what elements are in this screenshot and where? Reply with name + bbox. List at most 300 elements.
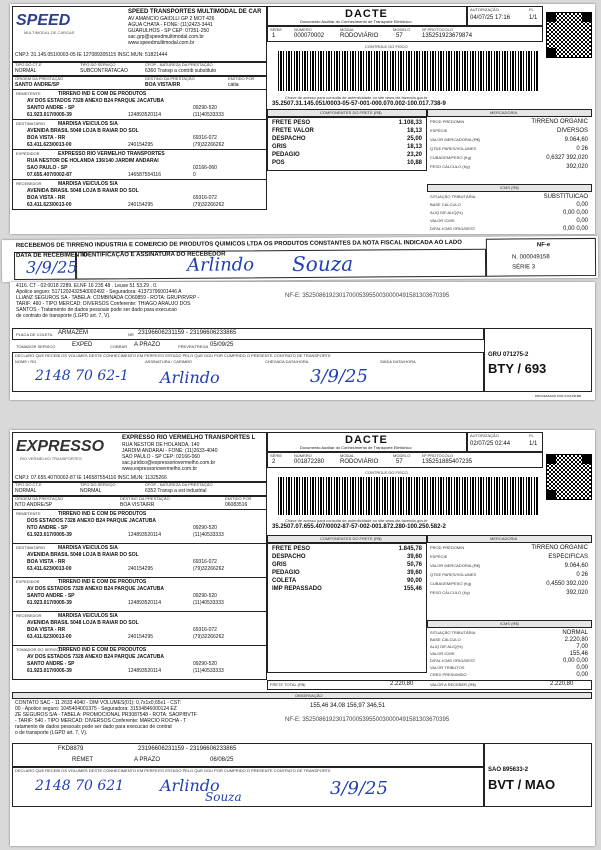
row-value: 392,020 xyxy=(566,164,588,170)
party-ie: 124893520114 xyxy=(128,532,161,538)
handwritten-arrival-date: 3/9/25 xyxy=(310,366,368,387)
destino-value: BOA VISTA/RR xyxy=(145,82,181,88)
access-key-barcode-2 xyxy=(278,477,538,515)
row-value: TIRRENO ORGANIC xyxy=(531,119,588,125)
row-label: PESO CÁLCULO (Kg) xyxy=(430,164,470,169)
dacte-sheet-expresso xyxy=(10,430,595,846)
icms-row xyxy=(430,226,588,234)
row-value: DIVERSOS xyxy=(556,128,588,134)
receipt-sign-label: IDENTIFICAÇÃO E ASSINATURA DO RECEBEDOR xyxy=(81,251,226,259)
modal-label: MODAL xyxy=(340,27,355,32)
company-address-2: AGUA CHATA - FONE: (11)2423-3441 xyxy=(128,22,213,28)
nr-label: NR xyxy=(128,332,134,337)
tipo-serv-value: SUBCONTRATACAO xyxy=(80,68,128,74)
party-block xyxy=(12,150,267,180)
components-row xyxy=(272,546,422,554)
icms-row xyxy=(430,218,588,226)
components-row xyxy=(272,570,422,578)
row-label: POS xyxy=(272,160,285,166)
authorization-label: AUTORIZAÇÃO xyxy=(470,7,499,12)
tributos-values: 155,46 34,08 156,97 346,51 xyxy=(310,703,386,709)
company-logo-sub-2: RIO VERMELHO TRANSPORTES xyxy=(20,456,82,461)
company-logo-sub: MULTIMODAL DE CARGAS xyxy=(24,30,75,35)
merc-list-2 xyxy=(430,545,588,599)
row-value: 39,60 xyxy=(406,554,422,560)
icms-row xyxy=(430,665,588,672)
merc-row xyxy=(430,590,588,599)
party-cep: 09290-520 xyxy=(193,105,217,111)
row-value: 0,00 xyxy=(576,665,588,671)
party-municipio: NTO ANDRE - SP xyxy=(27,525,68,531)
company-email: sac.grp@speedmultimodal.com.br xyxy=(128,34,204,40)
placa-value: ARMAZEM xyxy=(58,330,88,336)
icms-title-2: ICMS (R$) xyxy=(500,621,519,626)
party-role: EXPEDIDOR xyxy=(16,579,40,584)
company-logo-2: EXPRESSO xyxy=(16,438,105,455)
party-name: MARDISA VEICULOS S/A xyxy=(58,613,118,619)
access-key-note-2: Chave de acesso para consulta de autenticidade no site www.cte.fazenda.gov.br xyxy=(285,518,428,523)
row-label: PEDAGIO xyxy=(272,570,300,576)
cfop-value-2: 6352 Transp a est industrial xyxy=(145,488,207,494)
numero-value: 000070002 xyxy=(294,33,325,39)
prev-value: 05/09/25 xyxy=(210,342,234,348)
party-name: MARDISA VEICULOS S/A xyxy=(58,545,118,551)
row-value: 0,00 0,00 xyxy=(562,658,588,664)
row-label: SITUAÇÃO TRIBUTÁRIA xyxy=(430,194,476,199)
obs-nfe-key: NF-E: 35250861923017000539550030000491581303670395 xyxy=(285,293,450,299)
party-ie: 124893520114 xyxy=(128,668,161,674)
dacte-title-2: DACTE xyxy=(345,434,388,446)
emit-value: catia xyxy=(228,82,239,88)
receber-label: VALOR A RECEBER (R$) xyxy=(430,682,476,687)
cobrar-label: COBRAR xyxy=(110,344,128,349)
receipt-nfe-number: N. 000049158 xyxy=(511,254,550,261)
party-municipio: BOA VISTA - RR xyxy=(27,627,66,633)
processado-by: PROCESSADO POR SYM.INF.BR xyxy=(535,394,582,398)
handwritten-name-2: Souza xyxy=(205,790,242,804)
row-value: 0,00 xyxy=(576,202,588,208)
numero-label: NÚMERO xyxy=(294,27,312,32)
party-ie: 240154295 xyxy=(128,566,154,572)
party-ie: 124893520114 xyxy=(128,112,161,118)
modelo-value: 57 xyxy=(396,33,403,39)
party-municipio: SAO PAULO - SP xyxy=(27,165,68,171)
party-role: RECEBEDOR xyxy=(16,181,42,186)
party-role: DESTINATÁRIO xyxy=(16,121,46,126)
party-name: MARDISA VEICULOS S/A xyxy=(58,121,118,127)
party-cep: 69316-072 xyxy=(193,135,217,141)
saida-label: SAÍDA DATA/HORA xyxy=(380,359,416,364)
components-row xyxy=(272,562,422,570)
chegada-label: CHEGADA DATA/HORA xyxy=(265,359,309,364)
party-name: MARDISA VEICULOS S/A xyxy=(58,181,118,187)
authorization-value-2: 02/07/25 02:44 xyxy=(470,441,511,447)
party-cep: 09290-520 xyxy=(193,593,217,599)
icms-row xyxy=(430,630,588,637)
row-value: 0 26 xyxy=(576,146,588,152)
protocolo-value: 135251923679874 xyxy=(422,33,473,39)
handwritten-arrival-date-2: 3/9/25 xyxy=(330,778,388,799)
observation-line: Apolice seguro: 5171202432540002492 - Seguradora: 41373796001446 A xyxy=(16,289,182,295)
sao-code: SAO 895633-2 xyxy=(488,767,529,773)
row-label: PROD PREDOMIN xyxy=(430,119,465,124)
row-value: 23,20 xyxy=(406,152,422,158)
row-value: 1.845,78 xyxy=(398,546,422,552)
tipo-cte-value-2: NORMAL xyxy=(15,488,37,494)
receber-value: 2.220,80 xyxy=(550,681,574,687)
merc-row xyxy=(430,581,588,590)
components-row xyxy=(272,136,422,144)
party-name: TIRRENO IND E COM DE PRODUTOS xyxy=(58,511,147,517)
party-address: AVENIDA BRASIL 5048 LOJA B RAIAR DO SOL xyxy=(27,552,139,558)
dacte-title: DACTE xyxy=(345,8,388,20)
icms-list xyxy=(430,194,588,234)
party-cep: 69316-072 xyxy=(193,627,217,633)
company-site: www.speedmultimodal.com.br xyxy=(128,40,195,46)
observation-line: ratamento de dados pessoais pode ser dado para execucao de contrat xyxy=(15,724,172,730)
components-title: COMPONENTES DO FRETE (R$) xyxy=(320,110,382,115)
party-name: EXPRESSO RIO VERMELHO TRANSPORTES xyxy=(58,151,165,157)
handwritten-rg: 2148 70 62-1 xyxy=(35,368,129,384)
cobrar-value-2: A PRAZO xyxy=(134,757,161,763)
handwritten-date: 3/9/25 xyxy=(25,257,78,277)
declaro-text: DECLARO QUE RECEBI OS VOLUMES DESTE CONHECIMENTO EM PERFEITO ESTADO PELO QUE DOU POR CUMPRIDO O PRESENTE CONTRATO DE TRANSPORTE xyxy=(15,353,331,358)
row-value: 9.064,60 xyxy=(564,563,588,569)
nome-rg-label: NOME / RG xyxy=(15,359,37,364)
row-label: ESPÉCIE xyxy=(430,554,448,559)
access-key-barcode xyxy=(278,51,538,91)
row-value: 50,76 xyxy=(406,562,422,568)
merc-row xyxy=(430,128,588,137)
cfop-value: 6360 Transp a contrib substituto xyxy=(145,68,217,74)
company-site-2: www.expressoriovermelho.com.br xyxy=(122,466,198,472)
merc-row xyxy=(430,545,588,554)
merc-row xyxy=(430,572,588,581)
icms-row xyxy=(430,644,588,651)
party-address: AV DOS ESTADOS 7328 ANEXO B24 PARQUE JACATUBA xyxy=(27,654,164,660)
icms-row xyxy=(430,651,588,658)
row-label: COLETA xyxy=(272,578,297,584)
row-label: ALIQ DIF.ALIQ(%) xyxy=(430,644,463,649)
serie-label-2: SÉRIE xyxy=(270,453,283,458)
row-value: NORMAL xyxy=(562,630,588,636)
company-address-2-2: JARDIM ANDARAI - FONE: (11)2633-4040 xyxy=(122,448,218,454)
observation-line: TARIF: 460 - TIPO MERCAD: DIVERSOS Conferente: THIAGO ARAUJO DOS xyxy=(16,301,191,307)
tomador-value-2: REMET xyxy=(72,757,93,763)
party-address: AV DOS ESTADOS 7328 ANEXO B24 PARQUE JACATUBA xyxy=(27,98,164,104)
row-value: 90,00 xyxy=(406,578,422,584)
party-address: AVENIDA BRASIL 5048 LOJA B RAIAR DO SOL xyxy=(27,128,139,134)
components-row xyxy=(272,586,422,594)
party-role: EXPEDIDOR xyxy=(16,151,40,156)
row-label: FRETE PESO xyxy=(272,546,311,552)
row-label: CRED PRESUMIDO xyxy=(430,672,467,677)
party-municipio: BOA VISTA - RR xyxy=(27,195,66,201)
protocolo-value-2: 135251885407235 xyxy=(422,459,473,465)
numero-label-2: NÚMERO xyxy=(294,453,312,458)
company-address-2-3: SAO PAULO - SP CEP: 02166-060 xyxy=(122,454,200,460)
party-role: DESTINATÁRIO xyxy=(16,545,46,550)
modal-value: RODOVIÁRIO xyxy=(340,33,379,39)
party-name: TIRRENO IND E COM DE PRODUTOS xyxy=(58,647,147,653)
merc-row xyxy=(430,164,588,173)
tipo-serv-label-2: TIPO DO SERVIÇO xyxy=(80,482,116,487)
party-name: TIRRENO IND E COM DE PRODUTOS xyxy=(58,579,147,585)
placa-value-2: FKD8879 xyxy=(58,746,84,752)
receipt-nfe-label: NF-e xyxy=(536,242,551,249)
protocolo-label: Nº PROTOCOLO xyxy=(422,27,453,32)
row-value: TIRRENO ORGANIC xyxy=(531,545,588,551)
party-cep: 69316-072 xyxy=(193,195,217,201)
company-email-2: sac.juridico@expressoriovermelho.com.br xyxy=(122,460,216,466)
nr-value: 23196606231159 - 23196606233865 xyxy=(138,330,237,336)
qr-code xyxy=(546,12,592,58)
party-ie: 146587554116 xyxy=(128,172,161,178)
tipo-row xyxy=(12,62,267,76)
prev-value-2: 06/08/25 xyxy=(210,757,234,763)
company-address-2-1: RUA NESTOR DE HOLANDA, 140 xyxy=(122,442,200,448)
frete-total-label: FRETE TOTAL (R$) xyxy=(270,682,306,687)
row-value: 18,13 xyxy=(406,128,422,134)
observations-2 xyxy=(15,700,275,736)
party-cep: 09290-520 xyxy=(193,525,217,531)
access-key: 35.2507.31.145.051/0003-05-57-001-000.070.002-100.017.738-9 xyxy=(272,101,446,107)
party-cnpj: 63.411.623/0013-00 xyxy=(27,142,72,148)
party-block xyxy=(12,578,267,612)
components-title-2: COMPONENTES DO FRETE (R$) xyxy=(320,536,382,541)
cfop-label: CFOP - NATUREZA DA PRESTAÇÃO xyxy=(145,62,213,67)
party-cep: 09290-520 xyxy=(193,661,217,667)
company-name: SPEED TRANSPORTES MULTIMODAL DE CAR xyxy=(128,9,262,15)
merc-row xyxy=(430,554,588,563)
prev-label: PREVENTREGA xyxy=(178,344,209,349)
row-label: CUBAGEM/PESO (Kg) xyxy=(430,155,472,160)
company-address-1: AV AMANCIO GAIOLLI GP 2 MOT 426 xyxy=(128,16,215,22)
party-cnpj: 61.923.017/0005-39 xyxy=(27,112,72,118)
access-key-note: Chave de acesso para consulta de autenticidade no site www.cte.fazenda.gov.br xyxy=(285,95,428,100)
row-value: SUBSTITUICAO xyxy=(543,194,588,200)
receipt-header: RECEBEMOS DE TIRRENO INDUSTRIA E COMERCIO DE PRODUTOS QUIMICOS LTDA OS PRODUTOS CONSTANTES DA NOTA FISCAL INDICADA AO LADO xyxy=(15,239,462,249)
party-cnpj: 07.655.407/0002-87 xyxy=(27,172,72,178)
merc-title: MERCADORIA xyxy=(490,110,518,115)
row-value: 0,00 0,00 xyxy=(562,210,588,216)
party-cnpj: 63.411.623/0013-00 xyxy=(27,202,72,208)
merc-row xyxy=(430,563,588,572)
party-fone: (11)40533333 xyxy=(193,600,224,606)
row-value: 18,13 xyxy=(406,144,422,150)
merc-row xyxy=(430,119,588,128)
party-role: REMETENTE xyxy=(16,511,41,516)
numero-value-2: 001872280 xyxy=(294,459,325,465)
modal-value-2: RODOVIÁRIO xyxy=(340,459,379,465)
company-name-2: EXPRESSO RIO VERMELHO TRANSPORTES L xyxy=(122,435,256,441)
row-label: GRIS xyxy=(272,144,287,150)
icms-title: ICMS (R$) xyxy=(500,185,519,190)
row-value: 39,60 xyxy=(406,570,422,576)
authorization-value: 04/07/25 17:16 xyxy=(470,15,511,21)
modelo-value-2: 57 xyxy=(396,459,403,465)
observations xyxy=(16,283,286,319)
row-label: VALOR ICMS xyxy=(430,651,455,656)
emit-label-2: EMITIDO POR xyxy=(225,496,252,501)
row-value: 9.064,60 xyxy=(564,137,588,143)
fl-value: 1/1 xyxy=(529,15,538,21)
tipo-row-2 xyxy=(12,482,267,496)
merc-list xyxy=(430,119,588,173)
handwritten-rg-2: 2148 70 621 xyxy=(35,778,125,794)
sao-box xyxy=(484,743,592,807)
row-label: CUBAGEM/PESO (Kg) xyxy=(430,581,472,586)
row-label: BASE CÁLCULO xyxy=(430,202,461,207)
destino-value-2: BOA VISTA/RR xyxy=(120,502,155,508)
party-ie: 124893520114 xyxy=(128,600,161,606)
party-fone: (79)32266262 xyxy=(193,142,225,148)
party-fone: (11)40533333 xyxy=(193,532,224,538)
party-fone: (11)40533333 xyxy=(193,112,224,118)
tomador-label: TOMADOR SERVICO xyxy=(16,344,56,349)
party-municipio: SANTO ANDRE - SP xyxy=(27,105,75,111)
party-cep: 02166-060 xyxy=(193,165,217,171)
dacte-subtitle: Documento Auxiliar do Conhecimento de Transporte Eletrônico xyxy=(300,19,412,24)
observation-line: de contrato de transporte (LGPD art. 7, V). xyxy=(16,313,111,319)
origem-value: SANTO ANDRE/SP xyxy=(15,82,60,88)
party-fone: (79)32266262 xyxy=(193,202,225,208)
company-logo: SPEED xyxy=(16,12,71,29)
fl-label: FL xyxy=(529,7,534,12)
tipo-cte-value: NORMAL xyxy=(15,68,37,74)
modelo-label-2: MODELO xyxy=(393,453,411,458)
row-label: DIFAL ICMS ORIG/DEST xyxy=(430,658,476,663)
row-label: FRETE PESO xyxy=(272,120,311,126)
observation-line: o de transporte (LGPD art. 7, V). xyxy=(15,730,88,736)
components-list xyxy=(272,120,422,168)
receipt-nfe-serie: SÉRIE 3 xyxy=(512,264,536,271)
assinatura-label: ASSINATURA / CARIMBO xyxy=(145,359,193,364)
party-municipio: BOA VISTA - RR xyxy=(27,559,66,565)
row-label: FRETE VALOR xyxy=(272,128,314,134)
row-value: 392,020 xyxy=(566,590,588,596)
party-name: TIRRENO IND E COM DE PRODUTOS xyxy=(58,91,147,97)
controle-fisco-label: CONTROLE DO FISCO xyxy=(365,44,408,49)
emit-label: EMITIDO POR xyxy=(228,76,255,81)
icms-row xyxy=(430,202,588,210)
destino-label: DESTINO DA PRESTAÇÃO xyxy=(145,76,195,81)
party-block xyxy=(12,646,267,680)
protocolo-label-2: Nº PROTOCOLO xyxy=(422,453,453,458)
obs-label: OBSERVAÇÃO xyxy=(295,693,323,698)
tomador-value: EXPED xyxy=(72,342,93,348)
party-address: DOS ESTADOS 7328 ANEXO B24 PARQUE JACATUBA xyxy=(27,518,157,524)
company-address-3: GUARULHOS - SP CEP: 07251-250 xyxy=(128,28,210,34)
obs-nfe-key-2: NF-E: 35250861923017000539550030000491581303670395 xyxy=(285,717,450,723)
row-label: QTDE PARES/VOLUMES xyxy=(430,146,477,151)
serie-value: 1 xyxy=(272,33,276,39)
party-address: AVENIDA BRASIL 5048 LOJA B RAIAR DO SOL xyxy=(27,620,139,626)
row-label: BASE CÁLCULO xyxy=(430,637,461,642)
row-label: VALOR MERCADORIA (R$) xyxy=(430,563,481,568)
row-value: 0,00 xyxy=(576,218,588,224)
components-row xyxy=(272,144,422,152)
merc-row xyxy=(430,146,588,155)
party-cnpj: 61.923.017/0005-39 xyxy=(27,600,72,606)
party-ie: 240154295 xyxy=(128,202,154,208)
gru-code: GRU 071275-2 xyxy=(488,352,529,358)
parties-column xyxy=(12,90,267,210)
observation-line: SANTOS - Tratamento de dados pessoais pode ser dado para execucao xyxy=(16,307,177,313)
components-row xyxy=(272,578,422,586)
merc-row xyxy=(430,155,588,164)
row-label: ESPÉCIE xyxy=(430,128,448,133)
party-fone: (79)32266262 xyxy=(193,566,225,572)
row-label: DESPACHO xyxy=(272,136,306,142)
row-label: DESPACHO xyxy=(272,554,306,560)
components-row xyxy=(272,128,422,136)
cobrar-value: A PRAZO xyxy=(134,342,161,348)
icms-row xyxy=(430,658,588,665)
row-value: 0,6327 392,020 xyxy=(546,155,588,161)
icms-row xyxy=(430,194,588,202)
party-municipio: SANTO ANDRE - SP xyxy=(27,661,75,667)
merc-title-2: MERCADORIA xyxy=(490,536,518,541)
destino-label-2: DESTINO DA PRESTAÇÃO xyxy=(120,496,170,501)
party-cnpj: 61.923.017/0005-39 xyxy=(27,668,72,674)
row-label: ALIQ DIF.ALIQ(%) xyxy=(430,210,463,215)
party-block xyxy=(12,510,267,544)
emit-value-2: 06083516 xyxy=(225,502,248,508)
party-fone: (11)40533333 xyxy=(193,668,224,674)
modal-label-2: MODAL xyxy=(340,453,355,458)
merc-row xyxy=(430,137,588,146)
tipo-serv-label: TIPO DO SERVIÇO xyxy=(80,62,116,67)
origem-label-2: ORIGEM DA PRESTAÇÃO xyxy=(15,496,64,501)
row-value: 1.108,33 xyxy=(398,120,422,126)
controle-fisco-label-2: CONTROLE DO FISCO xyxy=(365,470,408,475)
receipt-date-label: DATA DE RECEBIMENTO xyxy=(15,252,88,259)
row-label: VALOR MERCADORIA (R$) xyxy=(430,137,481,142)
handwritten-signature-3: Arlindo xyxy=(160,776,220,795)
row-label: GRIS xyxy=(272,562,287,568)
fl-value-2: 1/1 xyxy=(529,441,538,447)
cfop-label-2: CFOP - NATUREZA DA PRESTAÇÃO xyxy=(145,482,213,487)
party-block xyxy=(12,612,267,646)
party-address: RUA NESTOR DE HOLANDA 136/140 JARDIM ANDARAI xyxy=(27,158,159,164)
handwritten-name: Souza xyxy=(291,251,354,277)
nr-value-2: 23196606231159 - 23196606233865 xyxy=(138,746,237,752)
row-value: 155,46 xyxy=(569,651,588,657)
dacte-subtitle-2: Documento Auxiliar do Conhecimento de Transporte Eletrônico xyxy=(300,445,412,450)
row-label: SITUAÇÃO TRIBUTÁRIA xyxy=(430,630,476,635)
company-cnpj-2: CNPJ: 07.655.407/0002-87 IE 146587554116 INSC.MUN: 11325266 xyxy=(15,475,167,481)
serie-label: SÉRIE xyxy=(270,27,283,32)
company-cnpj: CNPJ: 31.145.051/0003-05 IE 127089305115 INSC.MUN: 51821444 xyxy=(15,52,168,58)
party-block xyxy=(12,90,267,120)
dacte-sheet-speed xyxy=(10,4,595,234)
party-cep: 69316-072 xyxy=(193,559,217,565)
row-label: PESO CÁLCULO (Kg) xyxy=(430,590,470,595)
bvt-code: BVT / MAO xyxy=(488,777,556,792)
tipo-cte-label-2: TIPO DO CT-E xyxy=(15,482,42,487)
icms-row xyxy=(430,210,588,218)
party-ie: 240154295 xyxy=(128,142,154,148)
origem-label: ORIGEM DA PRESTAÇÃO xyxy=(15,76,64,81)
row-label: VALOR TRIBUTOS xyxy=(430,665,465,670)
components-list-2 xyxy=(272,546,422,594)
row-label: VALOR ICMS xyxy=(430,218,455,223)
handwritten-signature-2: Arlindo xyxy=(160,368,220,387)
party-cnpj: 61.923.017/0005-39 xyxy=(27,532,72,538)
access-key-2: 35.2507.07.655.407/0002-87-57-002-001.872.280-100.250.582-2 xyxy=(272,524,446,530)
serie-value-2: 2 xyxy=(272,459,276,465)
